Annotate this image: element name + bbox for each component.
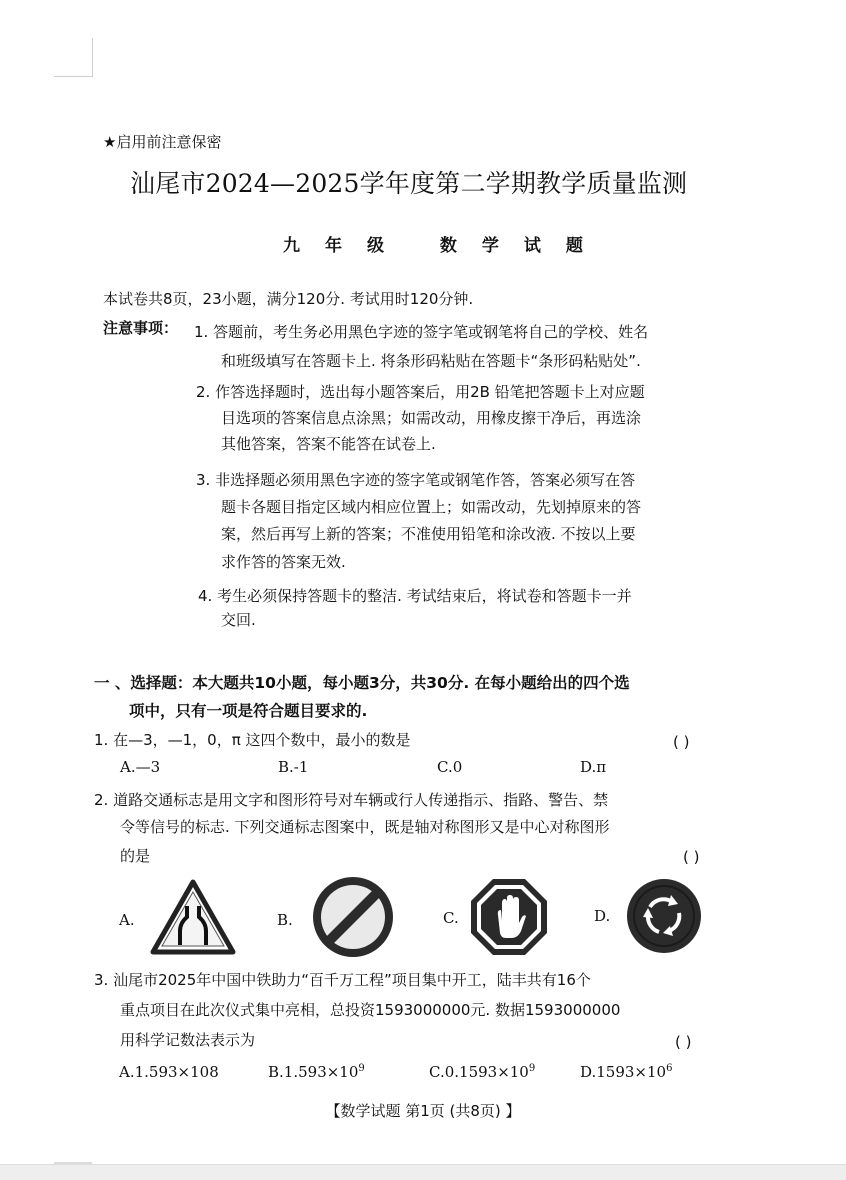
question-2-line-3: 的是 xyxy=(120,847,151,865)
page-footer: 【数学试题 第1页 (共8页) 】 xyxy=(325,1102,521,1120)
notice-item-3-line-4: 求作答的答案无效. xyxy=(221,553,346,571)
notice-label: 注意事项： xyxy=(103,319,179,337)
no-entry-slash-icon xyxy=(310,874,396,960)
question-3-option-b: $B.1.593\times 10^9$ xyxy=(268,1063,365,1081)
notice-item-1-line-2: 和班级填写在答题卡上. 将条形码粘贴在答题卡“条形码粘贴处”. xyxy=(221,352,641,370)
section-1-heading-line-2: 项中，只有一项是符合题目要求的. xyxy=(129,702,368,720)
question-1-option-c: C.0 xyxy=(437,758,463,776)
notice-item-2-line-2: 目选项的答案信息点涂黑；如需改动，用橡皮擦干净后，再选涂 xyxy=(221,409,642,427)
question-3-line-1: 3. 汕尾市2025年中国中铁助力“百千万工程”项目集中开工，陆丰共有16个 xyxy=(94,971,591,989)
question-3-option-b-exponent: 9 xyxy=(358,1063,365,1074)
next-page-corner-mark xyxy=(54,1162,92,1164)
question-1-answer-paren: ( ) xyxy=(673,733,690,751)
confidential-notice: ★启用前注意保密 xyxy=(103,133,222,151)
question-3-line-3: 用科学记数法表示为 xyxy=(120,1031,256,1049)
question-2-option-a-label: A. xyxy=(119,911,135,929)
section-1-heading-line-1: 一 、选择题：本大题共10小题，每小题3分，共30分. 在每小题给出的四个选 xyxy=(94,674,630,692)
question-2-option-c-label: C. xyxy=(443,909,459,927)
exam-title: 汕尾市2024—2025学年度第二学期教学质量监测 xyxy=(130,169,688,198)
question-2-line-1: 2. 道路交通标志是用文字和图形符号对车辆或行人传递指示、指路、警告、禁 xyxy=(94,791,609,809)
question-3-option-c: $C.0.1593\times 10^9$ xyxy=(429,1063,536,1081)
notice-item-4-line-2: 交回. xyxy=(221,611,256,629)
notice-item-4-line-1: 4. 考生必须保持答题卡的整洁. 考试结束后，将试卷和答题卡一并 xyxy=(198,587,632,605)
exam-subtitle: 九年级 数学试题 xyxy=(283,236,608,256)
notice-item-3-line-1: 3. 非选择题必须用黑色字迹的签字笔或钢笔作答，答案必须写在答 xyxy=(196,471,636,489)
question-3-option-d: $D.1593\times 10^6$ xyxy=(580,1063,673,1081)
question-2-answer-paren: ( ) xyxy=(683,848,700,866)
question-1-text: 1. 在—3，—1，0，π 这四个数中，最小的数是 xyxy=(94,731,411,749)
notice-item-1-line-1: 1. 答题前，考生务必用黑色字迹的签字笔或钢笔将自己的学校、姓名 xyxy=(194,323,649,341)
question-3-option-a: A.1.593×108 xyxy=(119,1063,219,1081)
roundabout-icon xyxy=(625,877,703,955)
exam-intro: 本试卷共8页，23小题，满分120分. 考试用时120分钟. xyxy=(103,290,474,308)
question-2-line-2: 令等信号的标志. 下列交通标志图案中，既是轴对称图形又是中心对称图形 xyxy=(120,818,610,836)
question-2-option-d-label: D. xyxy=(594,907,611,925)
question-1-option-d: D.π xyxy=(580,758,607,776)
question-1-option-b: B.-1 xyxy=(278,758,309,776)
question-3-answer-paren: ( ) xyxy=(675,1033,692,1051)
narrow-road-warning-icon xyxy=(150,879,236,955)
question-1-option-a: A.—3 xyxy=(120,758,161,776)
notice-item-3-line-2: 题卡各题目指定区域内相应位置上；如需改动，先划掉原来的答 xyxy=(221,498,642,516)
question-3-option-d-exponent: 6 xyxy=(666,1063,673,1074)
question-3-option-c-exponent: 9 xyxy=(528,1063,536,1074)
notice-item-2-line-1: 2. 作答选择题时，选出每小题答案后，用2B 铅笔把答题卡上对应题 xyxy=(196,383,645,401)
page-corner-mark xyxy=(54,38,93,77)
question-2-option-b-label: B. xyxy=(277,911,293,929)
stop-hand-octagon-icon xyxy=(469,877,549,957)
question-3-line-2: 重点项目在此次仪式集中亮相，总投资1593000000元. 数据1593000000 xyxy=(120,1001,621,1019)
page-bottom-bar xyxy=(0,1164,846,1180)
notice-item-3-line-3: 案，然后再写上新的答案；不准使用铅笔和涂改液. 不按以上要 xyxy=(221,525,636,543)
notice-item-2-line-3: 其他答案，答案不能答在试卷上. xyxy=(221,435,436,453)
